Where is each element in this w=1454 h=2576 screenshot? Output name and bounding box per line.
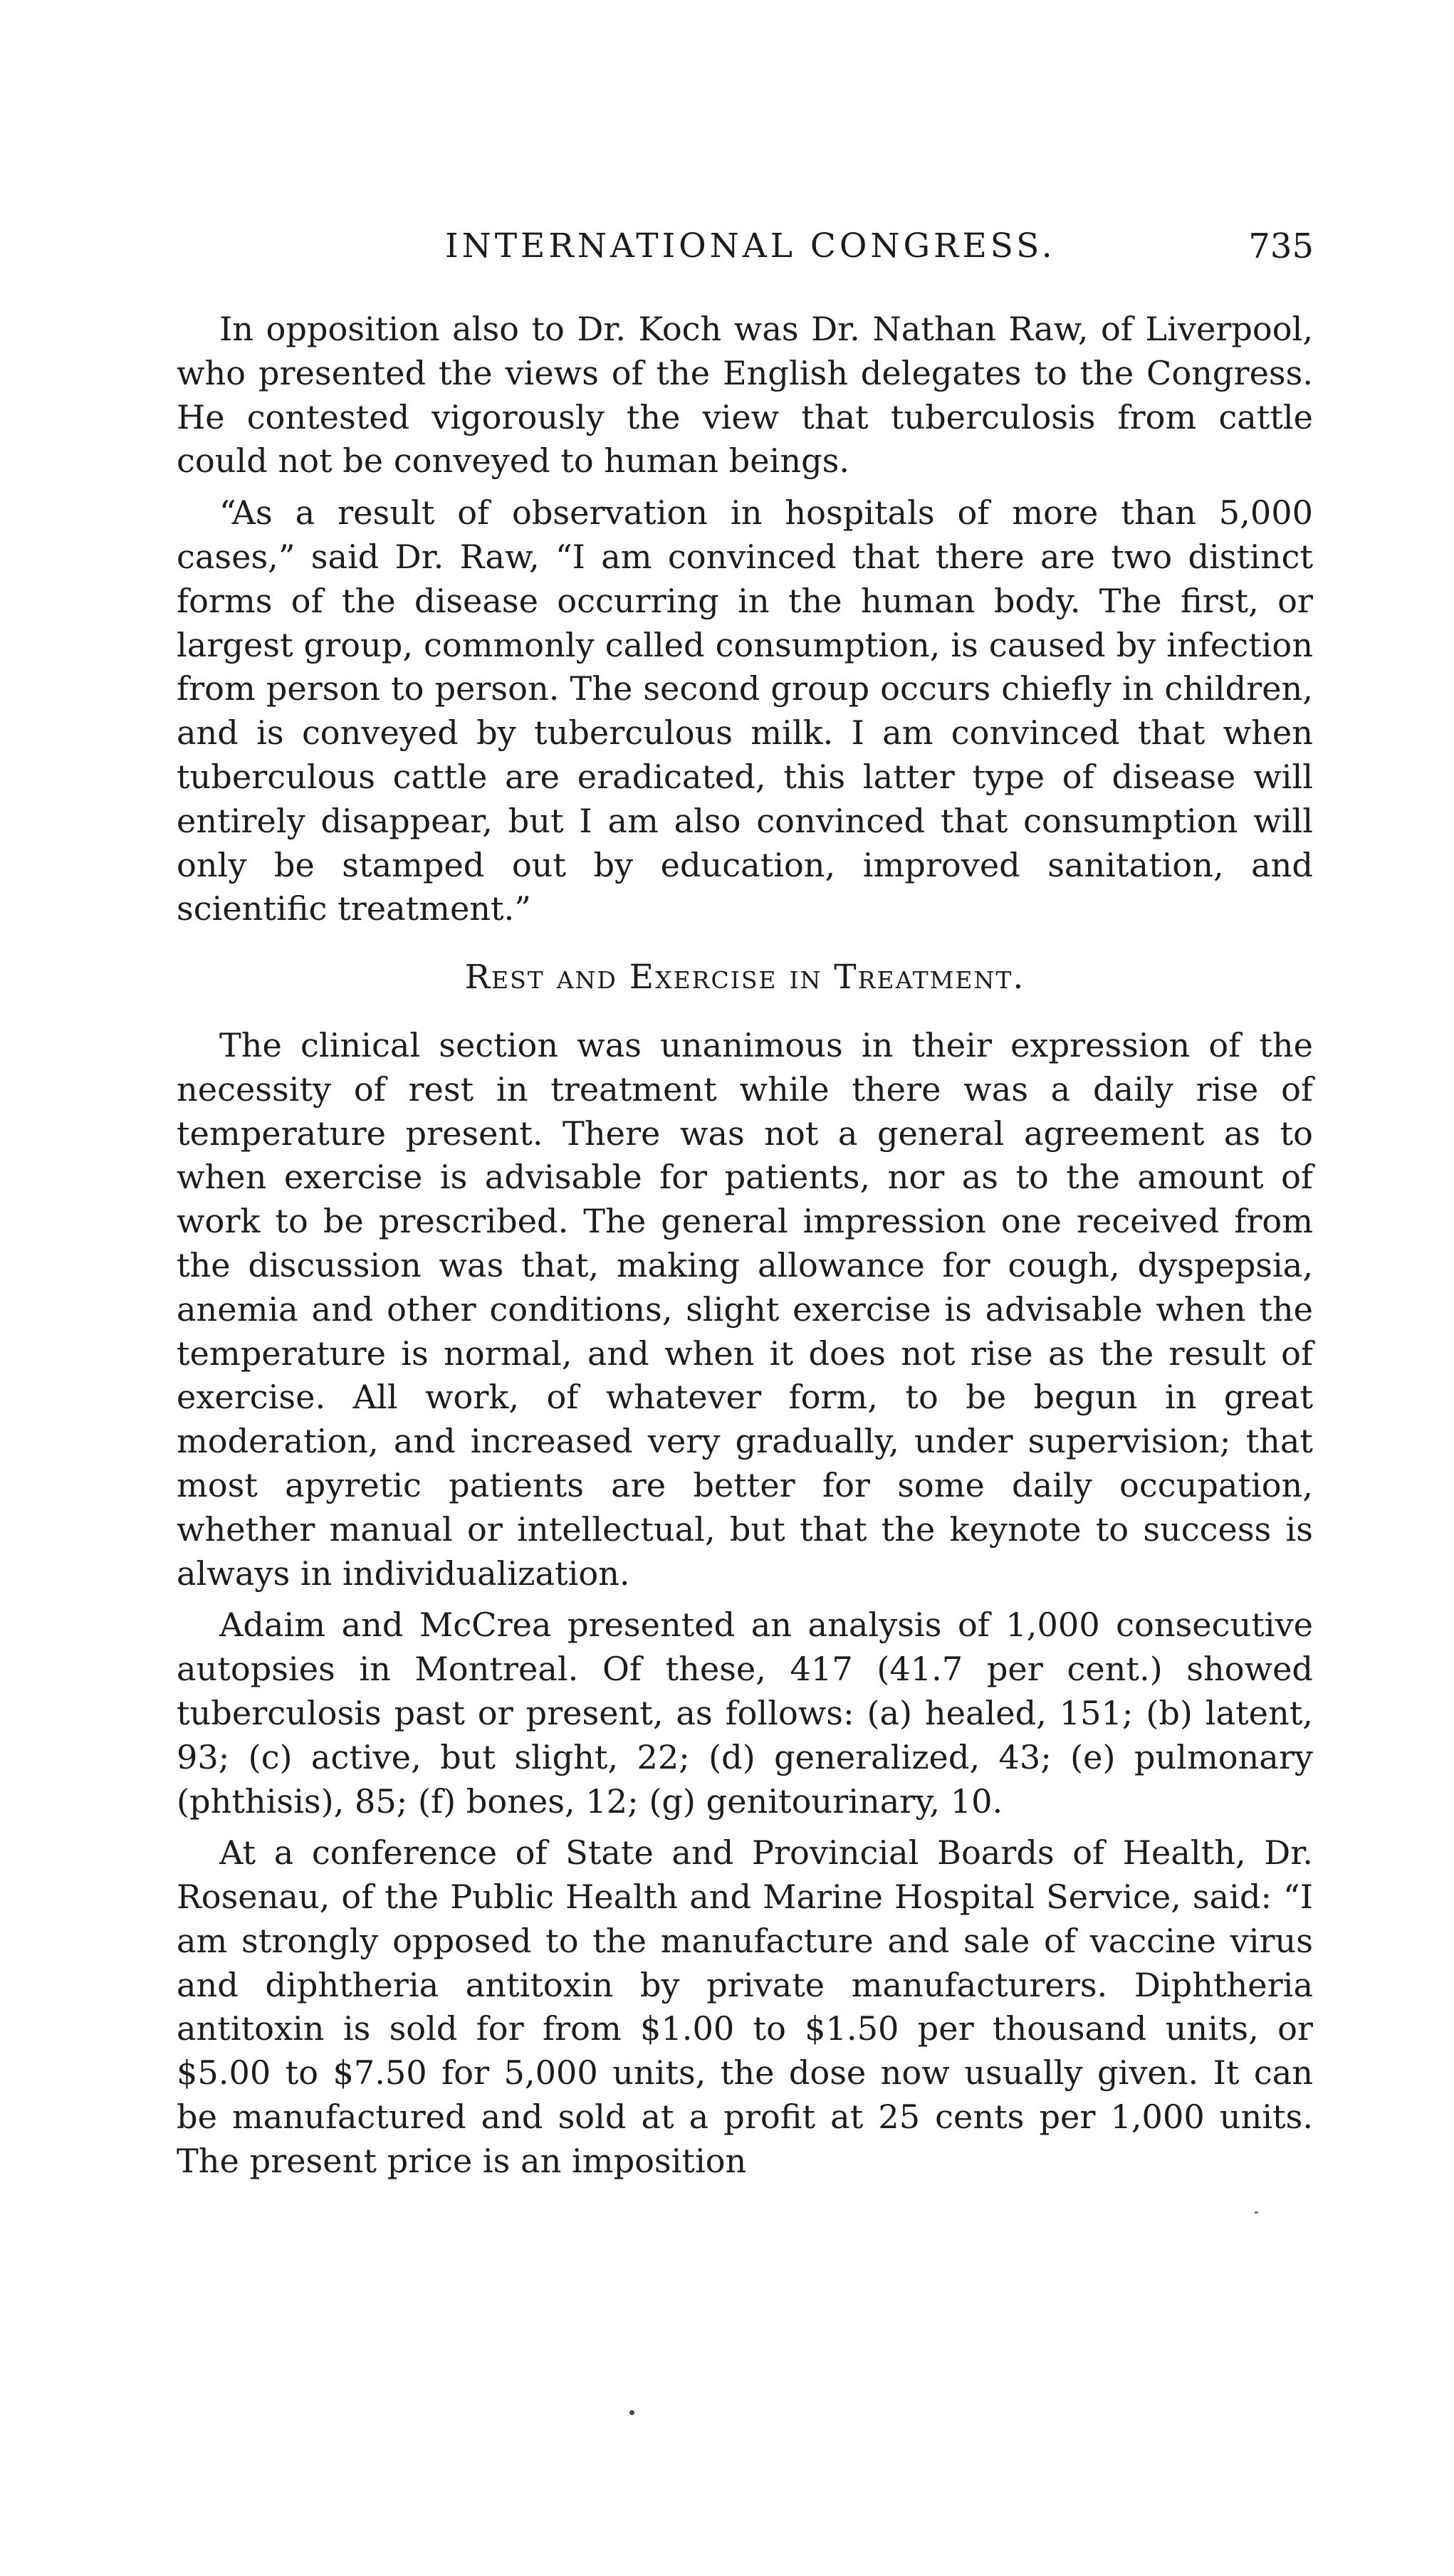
section-heading — [177, 955, 1313, 1000]
section-heading-text: Rest and Exercise in Treatment. — [464, 958, 1025, 998]
print-speck — [1255, 2211, 1258, 2214]
page-number: 735 — [1248, 226, 1314, 266]
running-head: INTERNATIONAL CONGRESS. — [445, 226, 1056, 266]
paragraph-raw-quote: “As a result of observation in hospitals of more than 5,000 cases,” said Dr. Raw, “I am convinced that there are two distinct forms of the disease occurring in the human body. The first, or largest group, commonly called consumption, is caused by infection from person to person. The second group occurs chiefly in children, and is conveyed by tuberculous milk. I am convinced that when tuberculous cattle are eradicated, this latter type of disease will entirely disappear, but I am also convinced that consumption will only be stamped out by education, improved sanitation, and scientific treatment.” — [177, 493, 1313, 928]
page-header — [217, 226, 1314, 276]
paragraph-koch-opposition: In opposition also to Dr. Koch was Dr. Nathan Raw, of Liverpool, who presented the views of the English delegates to the Congress. He contested vigorously the view that tuberculosis from cattle could not be conveyed to human beings. — [177, 310, 1313, 481]
paragraph-rosenau: At a conference of State and Provincial Boards of Health, Dr. Rosenau, of the Public Health and Marine Hospital Service, said: “I am strongly opposed to the manufacture and sale of vaccine virus and diphtheria antitoxin by private manufacturers. Diphtheria antitoxin is sold for from $1.00 to $1.50 per thousand units, or $5.00 to $7.50 for 5,000 units, the dose now usually given. It can be manufactured and sold at a profit at 25 cents per 1,000 units. The present price is an imposition — [177, 1833, 1313, 2180]
body-text — [177, 308, 1313, 2192]
print-speck — [629, 2410, 634, 2415]
paragraph-autopsies: Adaim and McCrea presented an analysis of 1,000 consecutive autopsies in Montreal. Of these, 417 (41.7 per cent.) showed tuberculosis past or present, as follows: (a) healed, 151; (b) latent, 93; (c) active, but slight, 22; (d) generalized, 43; (e) pulmonary (phthisis), 85; (f) bones, 12; (g) genitourinary, 10. — [177, 1606, 1313, 1821]
paragraph-clinical-section: The clinical section was unanimous in their expression of the necessity of rest in treatment while there was a daily rise of temperature present. There was not a general agreement as to when exercise is advisable for patients, nor as to the amount of work to be prescribed. The general impression one received from the discussion was that, making allowance for cough, dyspepsia, anemia and other conditions, slight exercise is advisable when the temperature is normal, and when it does not rise as the result of exercise. All work, of whatever form, to be begun in great moderation, and increased very gradually, under supervision; that most apyretic patients are better for some daily occupation, whether manual or intellectual, but that the keynote to success is always in individualization. — [177, 1025, 1313, 1593]
